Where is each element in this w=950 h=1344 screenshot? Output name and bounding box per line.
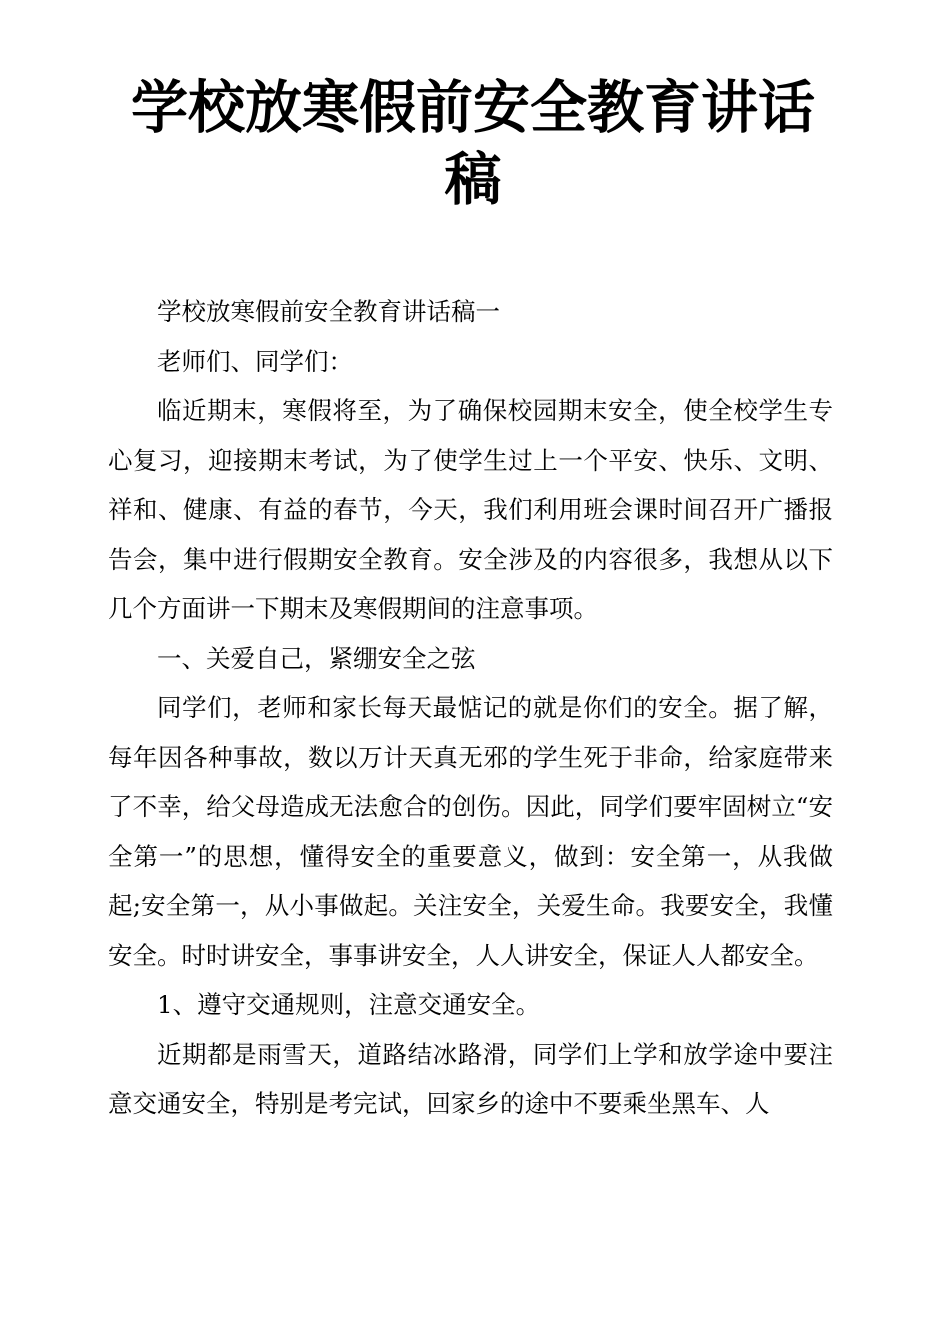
document-body <box>108 287 833 1129</box>
subheading: 一、关爱自己，紧绷安全之弦 <box>157 643 476 673</box>
salutation: 老师们、同学们： <box>157 346 353 376</box>
body-paragraph: 临近期末，寒假将至，为了确保校园期末安全，使全校学生专心复习，迎接期末考试，为了使学生过上一个平安、快乐、文明、祥和、健康、有益的春节，今天，我们利用班会课时间召开广播报告会，集中进行假期安全教育。安全涉及的内容很多，我想从以下几个方面讲一下期末及寒假期间的注意事项。 <box>108 396 833 623</box>
document-title: 学校放寒假前安全教育讲话稿 <box>131 75 815 213</box>
body-paragraph: 同学们，老师和家长每天最惦记的就是你们的安全。据了解，每年因各种事故，数以万计天真无邪的学生死于非命，给家庭带来了不幸，给父母造成无法愈合的创伤。因此，同学们要牢固树立“安全第一”的思想，懂得安全的重要意义，做到：安全第一，从我做起;安全第一，从小事做起。关注安全，关爱生命。我要安全，我懂安全。时时讲安全，事事讲安全，人人讲安全，保证人人都安全。 <box>108 693 833 970</box>
section-heading: 学校放寒假前安全教育讲话稿一 <box>157 297 500 326</box>
subheading: 1、遵守交通规则，注意交通安全。 <box>157 990 541 1019</box>
body-paragraph: 近期都是雨雪天，道路结冰路滑，同学们上学和放学途中要注意交通安全，特别是考完试，回家乡的途中不要乘坐黑车、人 <box>108 1039 833 1118</box>
